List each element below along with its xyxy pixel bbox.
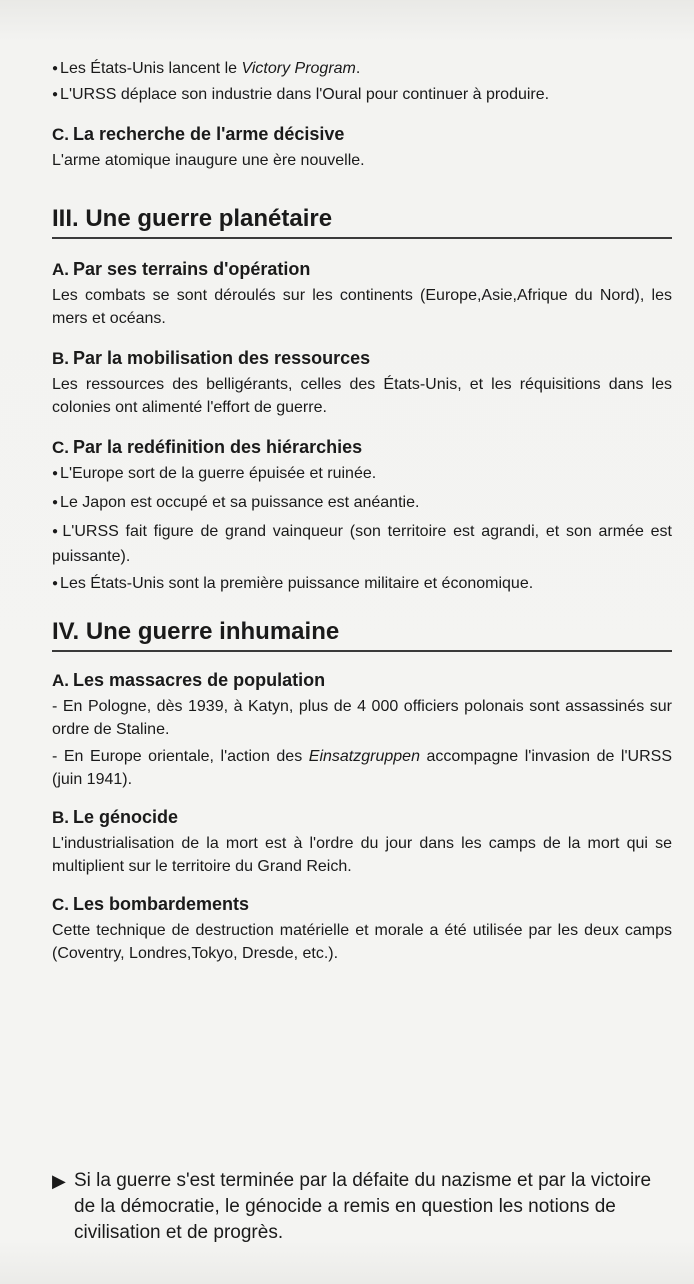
section-c-arme-decisive: C. La recherche de l'arme décisive [52,124,345,144]
bullet-japon: ● Le Japon est occupé et sa puissance est anéantie. [52,491,672,516]
triangle-arrow-icon: ▶ [52,1171,66,1191]
section-a-terrains: A. Par ses terrains d'opération [52,259,311,279]
bullet-urss-industrie: ● L'URSS déplace son industrie dans l'Oural pour continuer à produire. [52,84,672,108]
text-genocide: L'industrialisation de la mort est à l'ordre du jour dans les camps de la mort qui se multiplient sur le territoire du Grand Reich. [52,835,672,875]
bullet-urss: ● L'URSS fait figure de grand vainqueur (son territoire est agrandi, et son armée est puissante). [52,520,672,568]
text-bombardements: Cette technique de destruction matérielle et morale a été utilisée par les deux camps (Coventry, Londres,Tokyo, Dresde, etc.). [52,922,672,962]
main-content [52,58,672,965]
text-einsatzgruppen: - En Europe orientale, l'action des Einsatzgruppen accompagne l'invasion de l'URSS (juin 1941). [52,748,672,788]
bullet-etats-unis: ● Les États-Unis sont la première puissance militaire et économique. [52,572,672,597]
text-mobilisation: Les ressources des belligérants, celles des États-Unis, et les réquisitions dans les colonies ont alimenté l'effort de guerre. [52,376,672,416]
part-iii-heading: III. Une guerre planétaire [52,204,672,239]
section-c-bombardements: C. Les bombardements [52,894,250,914]
bullet-europe: ● L'Europe sort de la guerre épuisée et ruinée. [52,462,672,487]
section-b-mobilisation: B. Par la mobilisation des ressources [52,348,371,368]
section-b-genocide: B. Le génocide [52,807,179,827]
text-katyn: - En Pologne, dès 1939, à Katyn, plus de 4 000 officiers polonais sont assassinés sur ordre de Staline. [52,698,672,738]
section-c-hierarchies: C. Par la redéfinition des hiérarchies [52,437,363,457]
victory-program-term: Victory Program [241,60,356,77]
section-a-massacres: A. Les massacres de population [52,670,326,690]
text-arme-atomique: L'arme atomique inaugure une ère nouvelle. [52,152,365,169]
part-iv-heading: IV. Une guerre inhumaine [52,617,672,652]
bullet-victory-program: ● Les États-Unis lancent le Victory Program. [52,58,672,82]
text-terrains: Les combats se sont déroulés sur les continents (Europe,Asie,Afrique du Nord), les mers et océans. [52,287,672,327]
einsatzgruppen-term: Einsatzgruppen [308,748,420,765]
conclusion-text: Si la guerre s'est terminée par la défaite du nazisme et par la victoire de la démocratie, le génocide a remis en question les notions de civilisation et de progrès. [74,1170,652,1243]
conclusion-block [52,1168,672,1246]
